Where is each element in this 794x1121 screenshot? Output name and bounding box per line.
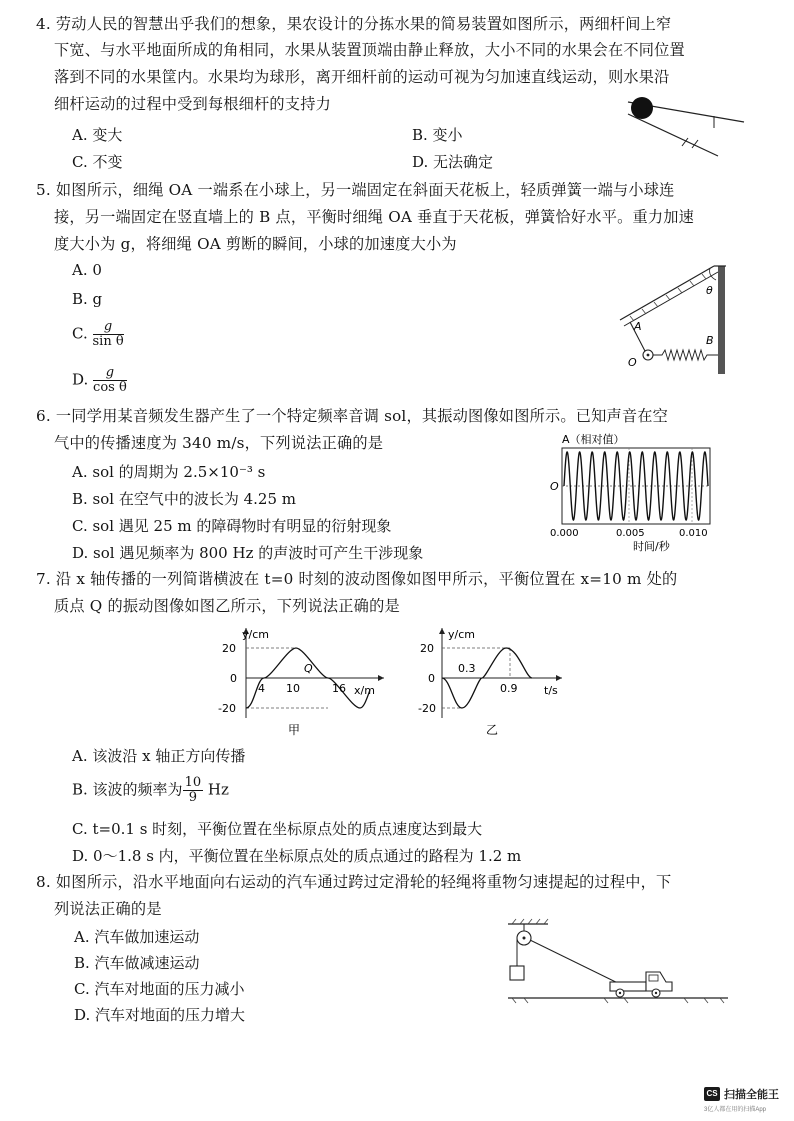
point-a-label: A	[634, 320, 642, 333]
cs-logo-icon: CS	[704, 1087, 720, 1101]
point-o-label: O	[628, 356, 637, 369]
wave-graph-jia	[214, 622, 394, 740]
yi-xlabel: t/s	[544, 684, 558, 697]
inclined-ceiling	[620, 266, 714, 320]
q6-line-2: 气中的传播速度为 340 m/s，下列说法正确的是	[54, 434, 384, 452]
incline-spring-figure	[608, 258, 740, 378]
fruit-ball	[631, 97, 653, 119]
q8-option-c[interactable]: C. 汽车对地面的压力减小	[74, 980, 245, 998]
q6-option-d[interactable]: D. sol 遇见频率为 800 Hz 的声波时可产生干涉现象	[72, 544, 424, 562]
sol-vibration-graph	[546, 430, 716, 554]
spring	[653, 350, 718, 360]
truck	[610, 972, 672, 997]
q7-line-1: 7. 沿 x 轴传播的一列简谐横波在 t=0 时刻的波动图像如图甲所示，平衡位置在 x=10 m 处的	[36, 570, 678, 588]
jia-tick-10: 10	[286, 682, 300, 695]
q8-line-2: 列说法正确的是	[54, 900, 162, 918]
point-b-label: B	[706, 334, 714, 347]
tick-2: 0.010	[679, 528, 708, 539]
yi-y-top: 20	[420, 642, 434, 655]
q4-line-3: 落到不同的水果筐内。水果均为球形，离开细杆前的运动可视为匀加速直线运动，则水果沿	[54, 68, 670, 86]
q7-fraction-b: $\frac{10}{9}$	[184, 775, 202, 805]
q7-option-a[interactable]: A. 该波沿 x 轴正方向传播	[72, 747, 246, 765]
graph-xlabel: 时间/秒	[633, 540, 670, 553]
q4-option-c[interactable]: C. 不变	[72, 153, 123, 171]
jia-y-top: 20	[222, 642, 236, 655]
yi-ylabel: y/cm	[448, 628, 475, 641]
rope-to-truck	[530, 940, 628, 988]
q4-option-a[interactable]: A. 变大	[72, 126, 123, 144]
jia-caption: 甲	[288, 723, 301, 737]
jia-tick-16: 16	[332, 682, 346, 695]
yi-y-bottom: -20	[418, 702, 436, 715]
heavy-object	[510, 966, 524, 980]
q4-line-1: 4. 劳动人民的智慧出乎我们的想象，果农设计的分拣水果的简易装置如图所示，两细杆间上窄	[36, 15, 672, 33]
q7-option-d[interactable]: D. 0～1.8 s 内，平衡位置在坐标原点处的质点通过的路程为 1.2 m	[72, 847, 522, 865]
tick-0: 0.000	[550, 528, 579, 539]
yi-tick-0-3: 0.3	[458, 662, 476, 675]
q4-line-4: 细杆运动的过程中受到每根细杆的支持力	[54, 95, 331, 113]
pulley-truck-figure	[504, 918, 734, 1012]
brand-name: 扫描全能王	[724, 1089, 779, 1101]
q5-line-2: 接，另一端固定在竖直墙上的 B 点，平衡时细绳 OA 垂直于天花板，弹簧恰好水平。重力加速	[54, 208, 695, 226]
q8-option-b[interactable]: B. 汽车做减速运动	[74, 954, 200, 972]
q7-option-c[interactable]: C. t=0.1 s 时刻，平衡位置在坐标原点处的质点速度达到最大	[72, 820, 483, 838]
q6-option-c[interactable]: C. sol 遇见 25 m 的障碍物时有明显的衍射现象	[72, 517, 392, 535]
graph-ylabel: A（相对值）	[562, 433, 625, 446]
jia-y-bottom: -20	[218, 702, 236, 715]
theta-label: θ	[706, 284, 713, 297]
jia-origin: 0	[230, 672, 237, 685]
q5-option-a[interactable]: A. 0	[72, 261, 102, 279]
jia-tick-4: 4	[258, 682, 265, 695]
graph-origin: O	[550, 480, 559, 493]
q5-option-d[interactable]: D. $\frac{g}{\text{cos θ}}$	[72, 365, 127, 395]
q7-line-2: 质点 Q 的振动图像如图乙所示，下列说法正确的是	[54, 597, 400, 615]
q6-option-b[interactable]: B. sol 在空气中的波长为 4.25 m	[72, 490, 297, 508]
q4-option-b[interactable]: B. 变小	[412, 126, 463, 144]
tick-1: 0.005	[616, 528, 645, 539]
brand-slogan: 3亿人都在用的扫描App	[704, 1107, 767, 1113]
q8-option-a[interactable]: A. 汽车做加速运动	[74, 928, 200, 946]
jia-ylabel: y/cm	[242, 628, 269, 641]
q8-line-1: 8. 如图所示，沿水平地面向右运动的汽车通过跨过定滑轮的轻绳将重物匀速提起的过程中，下	[36, 873, 672, 891]
q5-option-c[interactable]: C. $\frac{g}{\text{sin θ}}$	[72, 319, 124, 349]
q5-fraction-d: $\frac{g}{\text{cos θ}}$	[93, 365, 127, 395]
jia-xlabel: x/m	[354, 684, 375, 697]
q5-fraction-c: $\frac{g}{\text{sin θ}}$	[92, 319, 124, 349]
yi-origin: 0	[428, 672, 435, 685]
q4-line-2: 下宽、与水平地面所成的角相同，水果从装置顶端由静止释放，大小不同的水果会在不同位置	[54, 41, 685, 59]
q5-line-1: 5. 如图所示，细绳 OA 一端系在小球上，另一端固定在斜面天花板上，轻质弹簧一端与小球连	[36, 181, 675, 199]
q8-option-d[interactable]: D. 汽车对地面的压力增大	[74, 1006, 246, 1024]
lower-rod	[628, 114, 718, 156]
vibration-graph-yi	[418, 622, 568, 740]
q4-option-d[interactable]: D. 无法确定	[412, 153, 494, 171]
point-q-label: Q	[304, 662, 313, 675]
q5-option-b[interactable]: B. g	[72, 290, 103, 308]
fruit-sorter-figure	[618, 88, 750, 160]
yi-tick-0-9: 0.9	[500, 682, 518, 695]
scanner-watermark	[704, 1086, 779, 1113]
q6-line-1: 6. 一同学用某音频发生器产生了一个特定频率音调 sol，其振动图像如图所示。已知声音在空	[36, 407, 669, 425]
ceiling-hatch	[630, 274, 706, 321]
vertical-wall	[718, 266, 725, 374]
q6-option-a[interactable]: A. sol 的周期为 2.5×10⁻³ s	[72, 463, 266, 481]
q7-option-b[interactable]: B. 该波的频率为 $\frac{10}{9}$ Hz	[72, 775, 229, 805]
yi-caption: 乙	[486, 723, 499, 737]
q5-line-3: 度大小为 g，将细绳 OA 剪断的瞬间，小球的加速度大小为	[54, 235, 457, 253]
